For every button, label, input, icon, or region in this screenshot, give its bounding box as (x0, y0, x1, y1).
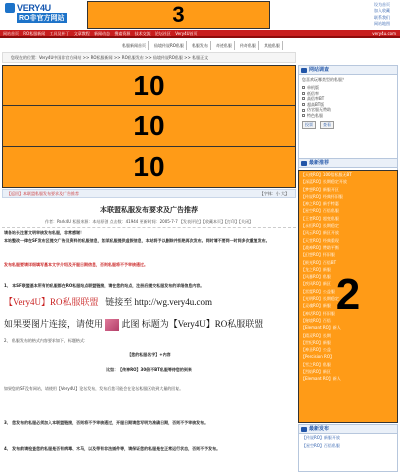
sub-nav (120, 41, 283, 50)
nav-item[interactable]: 工具及补丁 (49, 31, 70, 36)
union-link-label: 链接至 (105, 297, 133, 307)
poll-option-label: 特色私服 (307, 112, 323, 118)
image-link-text-b: 此图 标题为【Very4U】RO私服联盟 (121, 319, 264, 329)
hot-item[interactable]: 【天使RO】100倍私服无BT (301, 172, 352, 177)
ad-label: 10 (133, 70, 165, 101)
top-links (374, 2, 400, 28)
main-ad-banner-2[interactable] (2, 105, 296, 147)
hot-item[interactable]: 【神之RO】新手特惠 (301, 201, 339, 207)
hot-item[interactable]: 【Elemant RO】新人 (301, 376, 341, 382)
poll-option-label: 低倍率 (307, 90, 319, 96)
poll-option-label: 超高BT版 (307, 101, 325, 107)
latest-header (299, 425, 397, 434)
hot-item[interactable]: 【光明RO】长期稳定 (301, 296, 339, 302)
poll-box (298, 65, 398, 162)
nav-item[interactable]: RO私服新闻 (23, 31, 46, 36)
article-meta: 作者：Park4U 私服来源：本站原创 点击数：41944 更新时间：2005-7-7 【发表评论】【收藏本页】【打印】【关闭】 (2, 219, 296, 228)
hot-box (298, 158, 398, 170)
latest-item[interactable]: 【传说RO】新服开放 (302, 435, 340, 440)
checkbox[interactable] (302, 86, 305, 89)
hot-item[interactable]: 【传说RO】经典怀旧服 (301, 193, 343, 199)
article-paragraph: 3、 您发布的私服必须加入本联盟链接，否则将不予审核通过，开服日期请您写明为准确日期，否则不予审核发布。 (4, 420, 209, 425)
top-link-favorite[interactable]: 加入收藏 (374, 8, 390, 14)
ad-label: 10 (133, 110, 165, 141)
article-paragraph: 本站整改一律在SF发布区提交广告及资料的私服信息，如某私服提供虚假信息，本站将予以删除并拒绝再次发布。同时请不要同一时间多次重复发布。 (4, 238, 270, 243)
hot-item[interactable]: 【风暴RO】私服 (301, 274, 331, 280)
poll-option-label: 单机版 (307, 85, 319, 90)
subnav-item[interactable]: 仙境传说RO私服 (152, 41, 187, 50)
hot-item[interactable]: 【神话RO】怀旧服 (301, 310, 335, 316)
hot-item[interactable]: 【灵魂RO】新服 (301, 303, 331, 309)
latest-item[interactable]: 【星空RO】百倍私服 (302, 443, 340, 448)
subnav-item[interactable]: 其他私服 (262, 41, 283, 50)
top-link-home[interactable]: 设为首页 (374, 2, 390, 7)
font-size-control[interactable]: 【字体：小 大】 (259, 191, 289, 196)
nav-item[interactable]: 技术交流 (134, 31, 151, 36)
poll-option-label: 高倍率BT (307, 96, 325, 102)
hot-item[interactable]: 【王者RO】超变私服 (301, 215, 339, 221)
nav-item[interactable]: 论坛社区 (154, 31, 171, 36)
article-toolbar (2, 189, 296, 198)
hot-item[interactable]: 【永恒RO】长期稳定 (301, 223, 339, 229)
logo-icon (5, 3, 15, 13)
side-ad-label: 2 (335, 270, 361, 319)
hot-item[interactable]: 【极光RO】百倍BT (301, 259, 337, 265)
checkbox[interactable] (302, 92, 305, 95)
nav-item[interactable]: 网站首页 (3, 31, 19, 36)
top-link-contact[interactable]: 联系我们 (374, 14, 390, 20)
hot-item[interactable]: 【疾风RO】新区 (301, 281, 331, 287)
vote-button[interactable]: 投票 (302, 121, 316, 129)
hot-item[interactable]: 【雷霆RO】公益服 (301, 288, 335, 294)
union-link-name[interactable]: 【Very4U】RO私服联盟 (4, 297, 99, 307)
hot-item[interactable]: 【烈焰RO】新区 (301, 369, 331, 375)
poll-icon (301, 68, 307, 73)
checkbox[interactable] (302, 103, 305, 106)
article-paragraph: 4、 发布前请检查您的私服是否有病毒、木马，以及带有非法插件等，请保证您的私服是在正常运行状态，否则不予发布。 (4, 446, 221, 451)
image-link-line (4, 317, 294, 331)
poll-option-label: 仿官服无赞助 (307, 107, 331, 113)
union-link-url[interactable]: http://wg.very4u.com (134, 297, 213, 307)
main-ad-banner-3[interactable] (2, 146, 296, 188)
hot-item[interactable]: 【Percision RO】 (301, 354, 334, 360)
nav-item[interactable]: 新闻动态 (94, 31, 111, 36)
hot-item[interactable]: 【深蓝RO】长期稳定开放 (301, 179, 347, 185)
hot-header (299, 159, 397, 168)
nav-right-brand: very4u.com (372, 31, 396, 36)
logo-text: VERY4U (17, 3, 51, 13)
hot-item[interactable]: 【风云RO】新区开放 (301, 230, 339, 236)
poll-header (299, 66, 397, 75)
list-icon (301, 427, 307, 432)
subnav-item[interactable]: 私服新闻首页 (120, 41, 149, 50)
top-ad-banner[interactable] (87, 1, 270, 29)
hot-item[interactable]: 【战神RO】赞助平衡 (301, 244, 339, 250)
hot-item[interactable]: 【雪之RO】私服 (301, 361, 331, 367)
view-results-button[interactable]: 查看 (320, 121, 334, 129)
poll-buttons (299, 119, 397, 131)
main-ad-banner-1[interactable] (2, 65, 296, 107)
top-link-sitemap[interactable]: 网站地图 (374, 21, 390, 27)
union-banner-image[interactable] (105, 319, 119, 331)
example-line: 比如：【传神RO】30倍不BT私服等待您的到来 (106, 367, 192, 372)
hot-item[interactable]: 【Elemant RO】新人 (301, 325, 341, 331)
latest-title: 最新发布 (309, 426, 330, 432)
main-nav (0, 30, 400, 38)
nav-item[interactable]: 文章教程 (73, 31, 90, 36)
top-ad-label: 3 (172, 2, 185, 27)
article-paragraph: 2、 私服发布的格式内容要求如下，标题格式： (4, 338, 88, 343)
checkbox[interactable] (302, 109, 305, 112)
nav-item[interactable]: 搜索资源 (114, 31, 131, 36)
hot-item[interactable]: 【秘境RO】百倍 (301, 317, 331, 323)
union-link-line (4, 295, 294, 308)
hot-item[interactable]: 【天堂RO】经典重现 (301, 237, 339, 243)
checkbox[interactable] (302, 97, 305, 100)
article-paragraph: 请各站长注意文明审核发布私服，非常感谢！ (4, 230, 84, 235)
star-icon (301, 161, 307, 166)
article-paragraph: 1、 本SF联盟基本所有的私服都在RO私服站点联盟链接，请在您的站点，注册后提交私服发布的详细信息内容。 (4, 283, 205, 288)
hot-item[interactable]: 【神圣RO】公益 (301, 347, 331, 353)
checkbox[interactable] (302, 114, 305, 117)
logo-subtitle: RO非官方网站 (19, 15, 65, 22)
poll-question: 您喜欢玩哪类型的私服？ (302, 77, 346, 82)
hot-title: 最新推荐 (309, 160, 330, 166)
nav-item[interactable]: Very4U首页 (175, 31, 198, 36)
poll-title: 网站调查 (309, 67, 330, 73)
hot-item[interactable]: 【精灵RO】长期 (301, 332, 331, 338)
format-line: 【您的私服名字】+内容 (127, 352, 171, 357)
image-link-text-a: 如果要图片连接，请使用 (4, 319, 104, 329)
subnav-item[interactable]: 奇迹私服 (214, 41, 235, 50)
site-logo[interactable] (2, 1, 84, 25)
hot-item[interactable]: 【星空RO】百倍私服 (301, 208, 339, 214)
hot-item[interactable]: 【幻想RO】怀旧服 (301, 252, 335, 258)
latest-box (298, 424, 398, 472)
breadcrumb: 您现在的位置：Very4U中国非官方网站 >> RO私服新闻 >> RO私服发布 >> 仙境传说RO私服 >> 私服正文 (2, 52, 296, 63)
article-title: 本联盟私服发布要求及广告推荐 (100, 206, 198, 214)
subnav-item[interactable]: 传奇私服 (238, 41, 259, 50)
hot-item[interactable]: 【世纪RO】新服 (301, 339, 331, 345)
hot-item[interactable]: 【龙之RO】新服 (301, 266, 331, 272)
hot-item[interactable]: 【梦想RO】新服开区 (301, 186, 339, 192)
article-notice: 发布私服要请详细填写基本文字介绍及开服日期信息，否则私服将不予审核通过。 (4, 262, 148, 267)
article-paragraph: 如果您的SF没有网站，请使用【Very4U】论坛发布，发布后您可能会在论坛私服区收到大量的回复。 (4, 386, 184, 391)
back-link[interactable]: 【返回】本联盟私服发布要求及广告推荐 (7, 191, 79, 196)
ad-label: 10 (133, 151, 165, 182)
subnav-item[interactable]: 私服发布 (190, 41, 211, 50)
